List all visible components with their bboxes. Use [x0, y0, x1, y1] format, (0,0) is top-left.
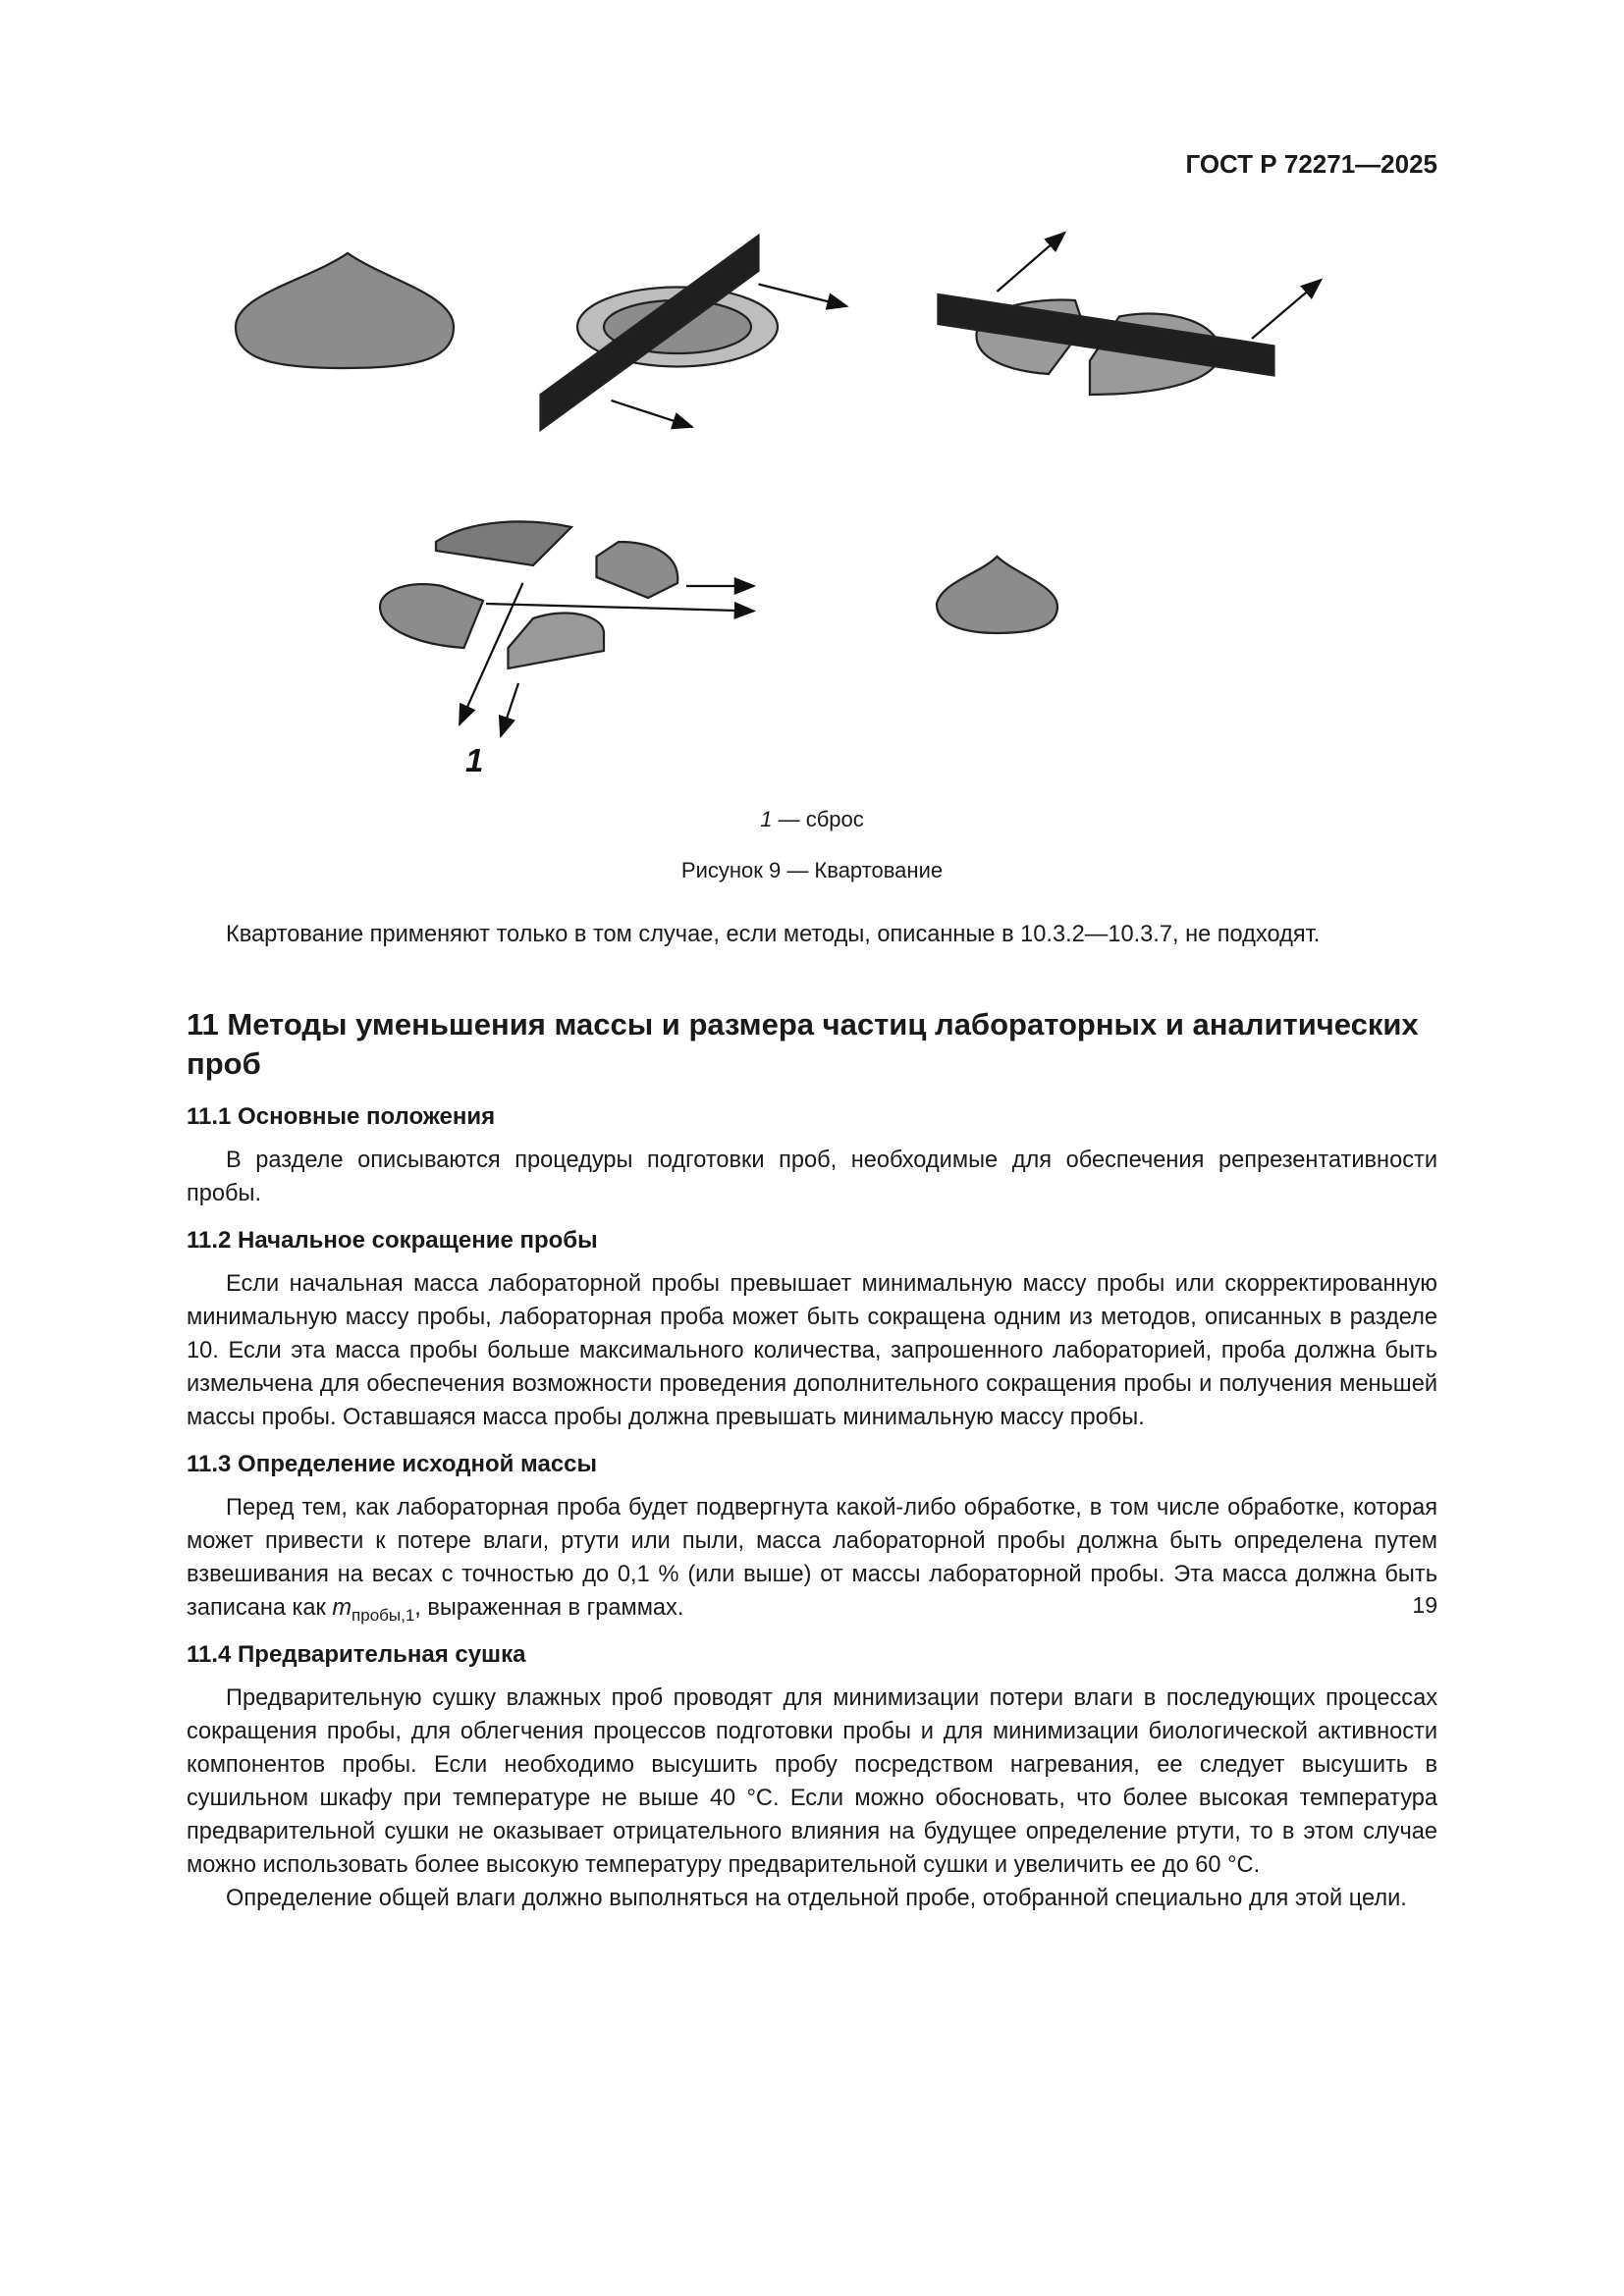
s3-text: Перед тем, как лабораторная проба будет подвергнута какой-либо обработке, в том числе обработке, которая может привести к потере влаги, ртути или пыли, масса лабораторной пробы должна быть определена путем взвешивания на весах с точностью до 0,1 % (или выше) от массы лабораторной пробы. Эта масса должна быть записана как [187, 1495, 1437, 1621]
section-11-3-text [187, 1491, 1437, 1625]
document-body [187, 918, 1437, 1915]
intro-text: Квартование применяют только в том случае, если методы, описанные в 10.3.2—10.3.7, не подходят. [226, 922, 1321, 947]
s3-text-end: , выраженная в граммах. [414, 1595, 684, 1621]
mass-symbol: m [332, 1595, 352, 1621]
intro-paragraph [187, 918, 1437, 951]
quarters [380, 521, 677, 668]
sample-cone [236, 253, 454, 368]
section-11-heading: 11 Методы уменьшения массы и размера частиц лабораторных и аналитических проб [187, 1007, 1419, 1081]
section-11-3-heading: 11.3 Определение исходной массы [187, 1451, 598, 1477]
section-11-4-text-2: Определение общей влаги должно выполняться на отдельной пробе, отобранной специально для этой цели. [226, 1886, 1407, 1911]
figure-caption: Рисунок 9 — Квартование [680, 858, 944, 882]
flattened-sample [540, 236, 777, 430]
section-11-4-heading: 11.4 Предварительная сушка [187, 1641, 526, 1668]
section-11-2-heading: 11.2 Начальное сокращение пробы [187, 1227, 598, 1254]
legend-text: — сброс [772, 807, 864, 831]
section-11-1-text: В разделе описываются процедуры подготовки проб, необходимые для обеспечения репрезентативности пробы. [187, 1148, 1437, 1206]
final-cone [937, 557, 1057, 633]
section-11-1-heading: 11.1 Основные положения [187, 1103, 496, 1130]
section-11-2-text: Если начальная масса лабораторной пробы превышает минимальную массу пробы или скорректированную минимальную массу пробы, лабораторная проба может быть сокращена одним из методов, описанных в разделе 10. Если эта масса пробы больше максимального количества, запрошенного лабораторией, проба должна быть измельчена для обеспечения возможности проведения дополнительного сокращения пробы и получения меньшей массы пробы. Оставшаяся масса пробы должна превышать минимальную массу пробы. [187, 1271, 1437, 1430]
section-11-4-text: Предварительную сушку влажных проб проводят для минимизации потери влаги в последующих процессах сокращения пробы, для облегчения процессов подготовки пробы и для минимизации биологической активности компонентов пробы. Если необходимо высушить пробу посредством нагревания, ее следует высушить в сушильном шкафу при температуре не выше 40 °С. Если можно обосновать, что более высокая температура предварительной сушки не оказывает отрицательного влияния на будущее определение ртути, то в этом случае можно использовать более высокую температуру предварительной сушки и увеличить ее до 60 °С. [187, 1685, 1437, 1878]
split-sample [938, 294, 1273, 395]
legend-number: 1 [760, 807, 773, 831]
callout-1: 1 [464, 741, 484, 778]
page-number: 19 [1412, 1592, 1437, 1618]
quartering-figure [0, 0, 1624, 805]
document-id: ГОСТ Р 72271—2025 [1185, 149, 1437, 179]
figure-legend [0, 807, 1624, 832]
mass-subscript: пробы,1 [352, 1606, 415, 1625]
